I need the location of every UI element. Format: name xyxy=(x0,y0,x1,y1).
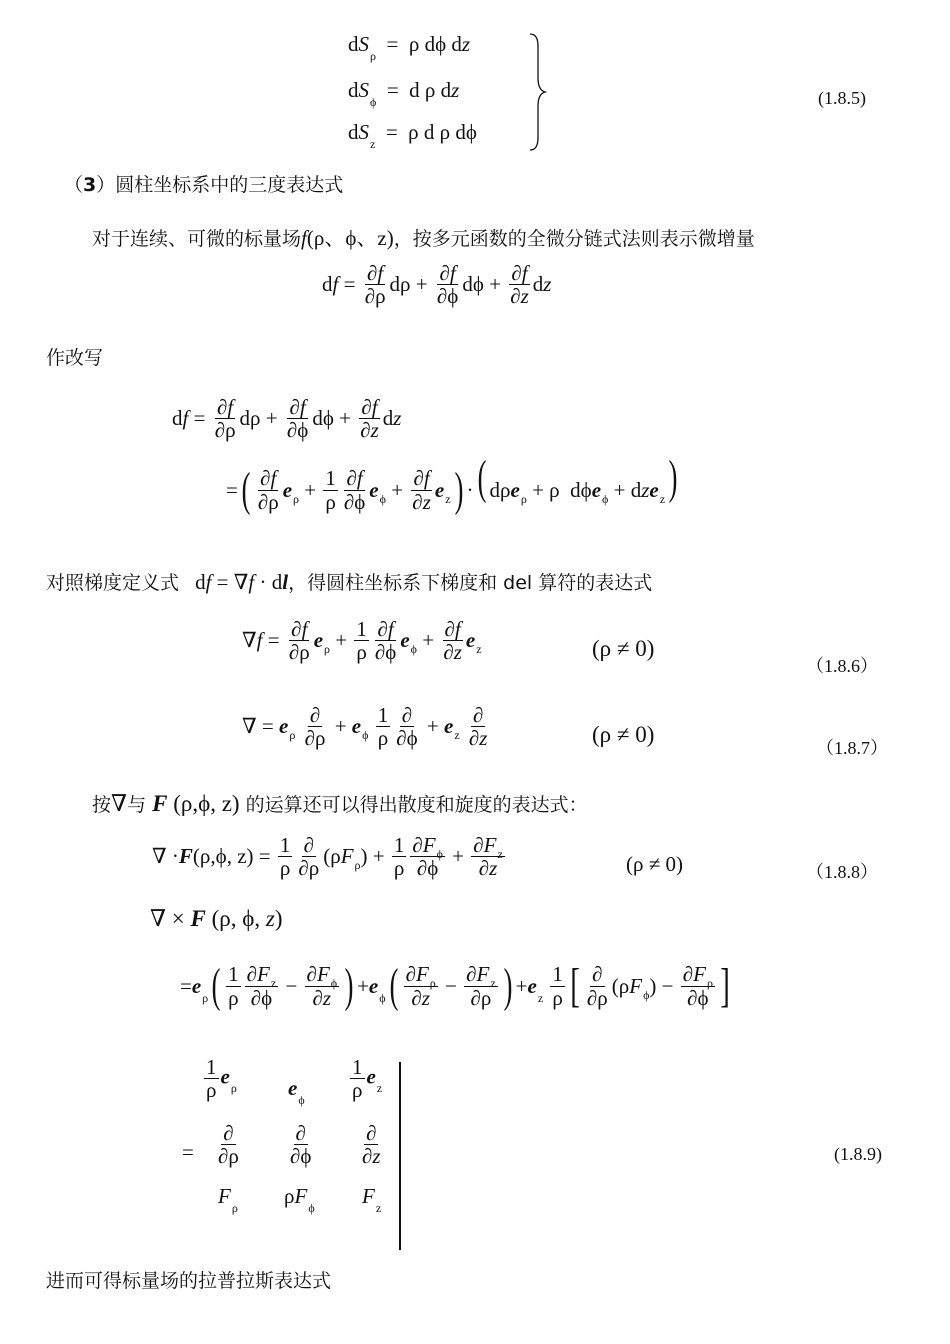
condition-1-8-6: (ρ ≠ 0) xyxy=(592,636,655,661)
eq-number-1-8-8: （1.8.8） xyxy=(806,862,878,882)
paragraph-scalar-field: 对于连续、可微的标量场f(ρ、ϕ、z)，按多元函数的全微分链式法则表示微增量 xyxy=(92,226,755,250)
equation-gradient: ∇ f = $\frac{\partial f}{\partial\rho}$ e ρ + $\frac{1}{\rho}$ $\frac{\partial f}{\partial\phi}$ e ϕ + $\frac{\partial f}{\partial z}$ e z xyxy=(242,617,482,665)
paragraph-div-curl: 按∇与 F (ρ,ϕ, z) 的运算还可以得出散度和旋度的表达式： xyxy=(92,791,588,816)
equation-divergence: ∇ · F (ρ,ϕ, z) = $\frac{1}{\rho}$ $\frac{\partial}{\partial\rho}$ (ρ F ρ ) + $\frac{1}{\rho}$ $\frac{\partial F_\phi}{\partial\phi}$ + $\frac{\partial F_z}{\partial z}$ xyxy=(152,833,503,881)
paragraph-laplacian: 进而可得标量场的拉普拉斯表达式 xyxy=(46,1270,332,1292)
determinant-matrix: $\frac{1}{\rho}$ $e_\rho$ $e_\phi$ $\frac{1}{\rho}$ $e_z$ $\frac{\partial}{\partial\rho}$ $\frac{\partial}{\partial\phi}$ $\frac{\partial}{\partial z}$ $F_\rho$ $\rho F_\phi$ $F_z$ xyxy=(206,1055,383,1215)
equation-rewrite-line2: = ( $\frac{\partial f}{\partial\rho}$ e ρ + $\frac{1}{\rho}$ $\frac{\partial f}{\partial\phi}$ e ϕ + $\frac{\partial f}{\partial z}$ e z ) · ( dρ e ρ + ρ dϕ e ϕ + d z e z ) xyxy=(226,451,678,516)
equation-rewrite-line1: d f = $\frac{\partial f}{\partial\rho}$ dρ + $\frac{\partial f}{\partial\phi}$ dϕ + $\frac{\partial f}{\partial z}$ d z xyxy=(172,395,402,443)
determinant-equals: = xyxy=(182,1140,194,1164)
eq-number-1-8-9: (1.8.9) xyxy=(834,1144,882,1164)
curl-heading-formula: ∇ × F (ρ, ϕ, z) xyxy=(150,906,283,931)
condition-1-8-8: (ρ ≠ 0) xyxy=(626,852,683,876)
section-heading: （3）圆柱坐标系中的三度表达式 xyxy=(64,174,344,196)
paragraph-gradient-def: 对照梯度定义式 df = ∇f · dl，得圆柱坐标系下梯度和 del 算符的表达式 xyxy=(46,570,653,594)
equation-curl-expansion: = e ρ ( $\frac{1}{\rho}$ $\frac{\partial F_z}{\partial\phi}$ − $\frac{\partial F_\phi}{\partial z}$ ) + e ϕ ( $\frac{\partial F_\rho}{\partial z}$ − $\frac{\partial F_z}{\partial\rho}$ ) + e z $\frac{1}{\rho}$ [ $\frac{\partial}{\partial\rho}$ (ρ F ϕ ) − $\frac{\partial F_\rho}{\partial\phi}$ ] xyxy=(180,959,730,1012)
condition-1-8-7: (ρ ≠ 0) xyxy=(592,722,655,747)
paragraph-rewrite: 作改写 xyxy=(46,347,104,369)
eq-1-8-5-row1: $dS_\rho = \rho$ dϕ dz xyxy=(348,32,471,63)
eq-number-1-8-7: （1.8.7） xyxy=(816,738,888,758)
eq-1-8-5-row2: $dS_\phi = d$ ρ dz xyxy=(348,78,460,109)
equation-total-differential: d f = $\frac{\partial f}{\partial\rho}$ dρ + $\frac{\partial f}{\partial\phi}$ dϕ + $\frac{\partial f}{\partial z}$ d z xyxy=(322,261,552,309)
eq-number-1-8-5: (1.8.5) xyxy=(818,88,866,108)
equation-del-operator: ∇ = e ρ $\frac{\partial}{\partial\rho}$ + e ϕ $\frac{1}{\rho}$ $\frac{\partial}{\partial\phi}$ + e z $\frac{\partial}{\partial z}$ xyxy=(242,703,488,751)
eq-number-1-8-6: （1.8.6） xyxy=(806,656,878,676)
eq-1-8-5-row3: $dS_z = \rho$ d ρ dϕ xyxy=(348,120,477,151)
determinant-right-bar xyxy=(399,1062,401,1250)
right-brace xyxy=(528,32,548,152)
